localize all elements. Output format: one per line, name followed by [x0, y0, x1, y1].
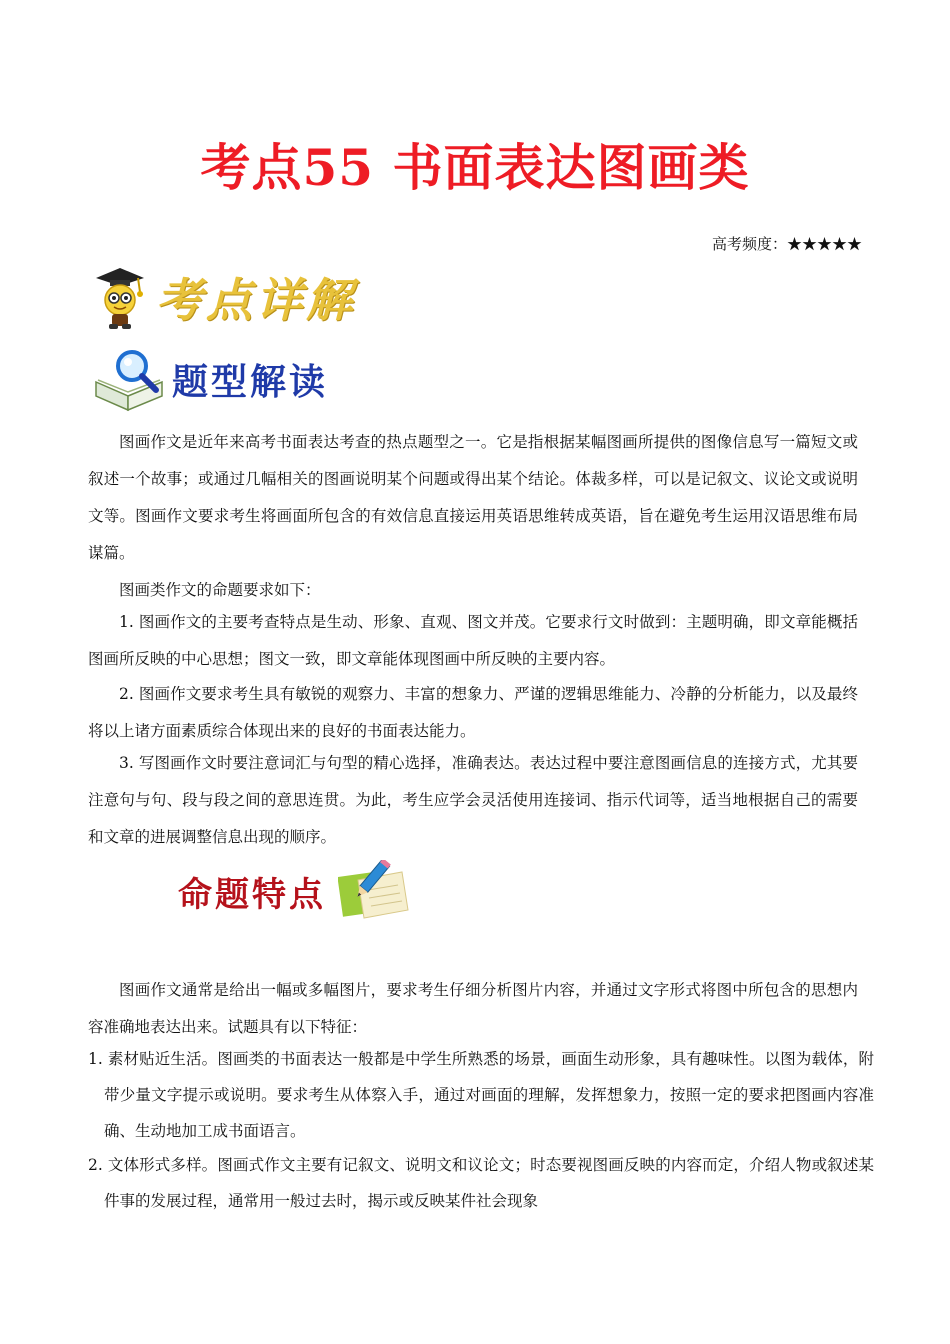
features-intro-paragraph: 图画作文通常是给出一幅或多幅图片，要求考生仔细分析图片内容，并通过文字形式将图中所包含的思想内容准确地表达出来。试题具有以下特征：	[88, 981, 858, 1036]
banner-mingti	[178, 860, 412, 922]
banner-tixing	[92, 346, 328, 412]
banner-kaodian	[92, 264, 356, 330]
paper-pencil-icon	[338, 860, 412, 922]
features-item-1: 1. 素材贴近生活。图画类的书面表达一般都是中学生所熟悉的场景，画面生动形象，具有趣味性。以图为载体，附带少量文字提示或说明。要求考生从体察入手，通过对画面的理解，发挥想象力，按照一定的要求把图画内容准确、生动地加工成书面语言。	[88, 1050, 874, 1140]
intro-paragraph-5: 3. 写图画作文时要注意词汇与句型的精心选择，准确表达。表达过程中要注意图画信息的连接方式，尤其要注意句与句、段与段之间的意思连贯。为此，考生应学会灵活使用连接词、指示代词等，适当地根据自己的需要和文章的进展调整信息出现的顺序。	[88, 754, 858, 846]
intro-paragraph-1: 图画作文是近年来高考书面表达考查的热点题型之一。它是指根据某幅图画所提供的图像信息写一篇短文或叙述一个故事；或通过几幅相关的图画说明某个问题或得出某个结论。体裁多样，可以是记叙文、议论文或说明文等。图画作文要求考生将画面所包含的有效信息直接运用英语思维转成英语，旨在避免考生运用汉语思维布局谋篇。	[88, 433, 858, 562]
scholar-mascot-icon	[92, 264, 148, 330]
intro-paragraph-3: 1. 图画作文的主要考查特点是生动、形象、直观、图文并茂。它要求行文时做到：主题明确，即文章能概括图画所反映的中心思想；图文一致，即文章能体现图画中所反映的主要内容。	[88, 613, 858, 668]
page-title: 考点55 书面表达图画类	[200, 138, 750, 197]
banner-kaodian-label: 考点详解	[156, 273, 356, 327]
intro-paragraph-2: 图画类作文的命题要求如下：	[119, 581, 321, 599]
banner-mingti-label: 命题特点	[178, 874, 326, 915]
features-item-2: 2. 文体形式多样。图画式作文主要有记叙文、说明文和议论文；时态要视图画反映的内容而定，介绍人物或叙述某件事的发展过程，通常用一般过去时，揭示或反映某件社会现象	[88, 1156, 874, 1210]
book-magnifier-icon	[92, 346, 166, 412]
intro-paragraph-4: 2. 图画作文要求考生具有敏锐的观察力、丰富的想象力、严谨的逻辑思维能力、冷静的分析能力，以及最终将以上诸方面素质综合体现出来的良好的书面表达能力。	[88, 685, 858, 740]
exam-frequency: 高考频度：★★★★★	[711, 235, 862, 253]
banner-tixing-label: 题型解读	[172, 361, 329, 403]
